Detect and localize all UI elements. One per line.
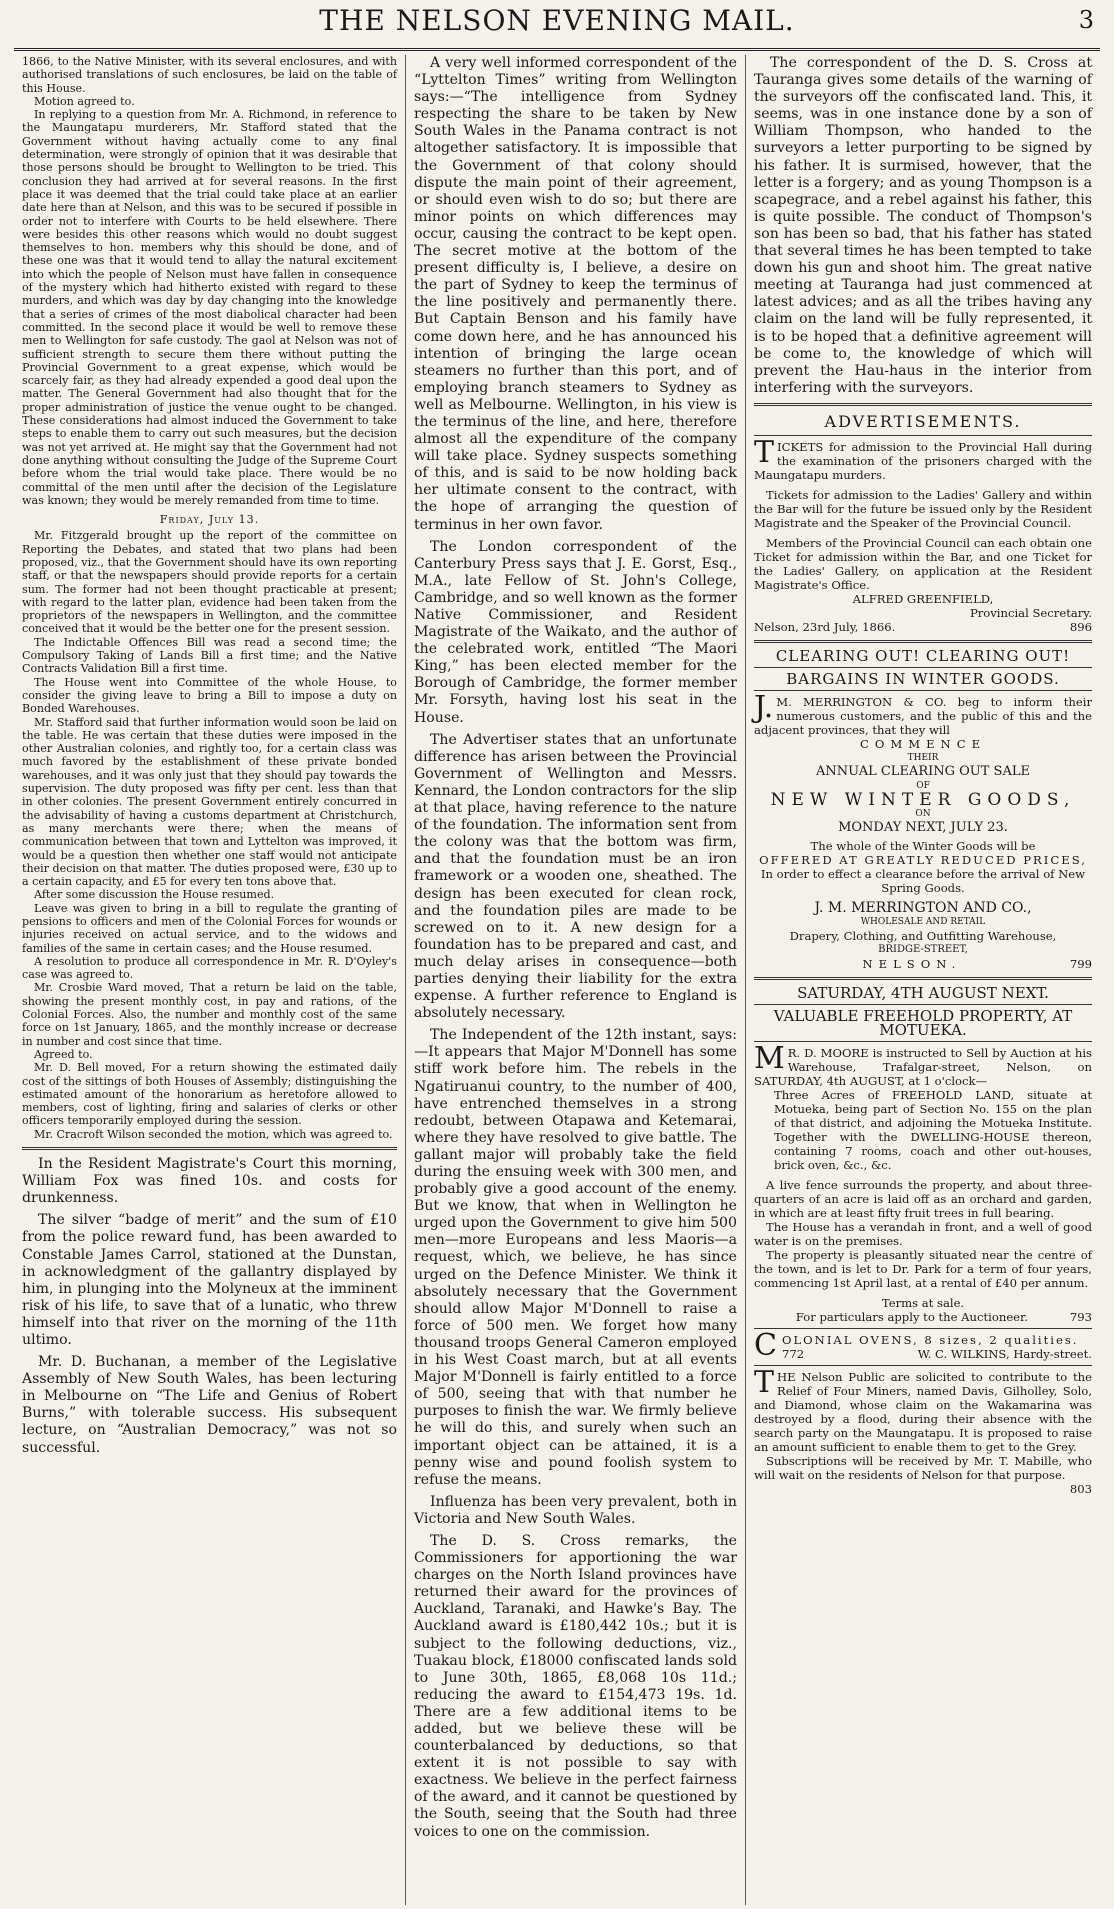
ad-date: Nelson, 23rd July, 1866.: [754, 619, 896, 634]
ad-text: NELSON.: [862, 956, 962, 971]
tauranga-news: [754, 55, 1092, 397]
ad-text: OF: [916, 780, 930, 791]
divider: [754, 1004, 1092, 1005]
ad-role: Provincial Secretary.: [969, 605, 1092, 620]
ad-text: In order to effect a clearance before the arrival of New Spring Goods.: [760, 866, 1086, 895]
divider: [754, 1041, 1092, 1042]
ad-heading: BARGAINS IN WINTER GOODS.: [786, 669, 1060, 688]
masthead: [14, 0, 1100, 51]
paragraph: A resolution to produce all correspondence in Mr. R. D'Oyley's case was agreed to.: [22, 954, 397, 982]
paragraph: The D. S. Cross remarks, the Commissioners for apportioning the war charges on the North Island provinces have returned their award for the provinces of Auckland, Taranaki, and Hawke's Bay. The Auckland award is £180,442 10s.; but it is subject to the following deductions, viz., Tuakau block, £18000 confiscated lands sold to June 30th, 1865, £8,068 10s 11d.; reducing the award to £154,473 19s. 1d. There are a few additional items to be added, but we believe these will be counterbalanced by deductions, so that extent it is not possible to say with exactness. We believe in the perfect fairness of the award, and it cannot be questioned by the South, seeing that the South had three voices to one on the commission.: [414, 1532, 737, 1840]
divider: [754, 403, 1092, 406]
ad-text: For particulars apply to the Auctioneer.: [795, 1309, 1028, 1324]
divider: [754, 667, 1092, 668]
friday-report: [22, 529, 397, 1141]
paragraph: In replying to a question from Mr. A. Richmond, in reference to the Maungatapu murderers, Mr. Stafford stated that the Government without having actually come to any final determination, were strongly of opinion that it was desirable that those persons should be brought to Wellington to be tried. This conclusion they had arrived at for several reasons. In the first place it was deemed that the trial could take place at an earlier date here than at Nelson, and this was to be secured if possible in order not to interfere with Courts to be held elsewhere. There were besides this other reasons which would no doubt suggest themselves to hon. members why this should be done, and of these one was that it would tend to allay the natural excitement into which the people of Nelson must have fallen in consequence of the mystery which had hitherto existed with regard to these murders, and which was day by day changing into the knowledge that a series of crimes of the most diabolical character had been committed. In the second place it would be well to remove these men to Wellington for safe custody. The gaol at Nelson was not of sufficient strength to secure them there without putting the Provincial Government to a great expense, which would be scarcely fair, as they had already expended a good deal upon the matter. The General Government had also thought that for the proper administration of justice the venue ought to be changed. These considerations had almost induced the Government to take steps to enable them to carry out such measures, but the decision was not yet arrived at. He might say that the Government had not done anything without consulting the Judge of the Supreme Court before whom the trial would take place. There would be no committal of the men until after the decision of the Legislature was known; they would be merely remanded from time to time.: [22, 108, 397, 507]
ad-text: W. C. WILKINS, Hardy-street.: [917, 1346, 1092, 1361]
ad-number: 793: [1069, 1309, 1092, 1324]
divider: [754, 977, 1092, 980]
tickets-ad: [754, 434, 1092, 634]
ad-text: WHOLESALE AND RETAIL: [860, 916, 986, 927]
merrington-ad: [754, 646, 1092, 971]
friday-heading: Friday, July 13.: [159, 513, 260, 527]
ad-heading: CLEARING OUT! CLEARING OUT!: [775, 646, 1071, 665]
paragraph: In the Resident Magistrate's Court this morning, William Fox was fined 10s. and costs for drunkenness.: [22, 1156, 397, 1207]
paragraph: Motion agreed to.: [34, 94, 135, 108]
ad-heading: SATURDAY, 4TH AUGUST NEXT.: [797, 983, 1049, 1002]
advertisements-heading: ADVERTISEMENTS.: [824, 411, 1022, 431]
paragraph: The Indictable Offences Bill was read a second time; the Compulsory Taking of Lands Bill a first time; and the Native Contracts Validation Bill a first time.: [22, 635, 397, 676]
paragraph: The correspondent of the D. S. Cross at Tauranga gives some details of the warning of the surveyors off the confiscated land. This, it seems, was in one instance done by a son of William Thompson, who handed to the surveyors a letter purporting to be signed by his father. It is surmised, however, that the letter is a forgery; and as young Thompson is a scapegrace, and a rebel against his father, this is quite possible. The conduct of Thompson's son has been so bad, that his father has stated that several times he has been tempted to take down his gun and shoot him. The great native meeting at Tauranga had just commenced at latest advices; and as all the tribes having any claim on the land will be fully represented, it is to be hoped that a definitive agreement will be come to, the knowledge of which will prevent the Hau-haus in the interior from interfering with the surveyors.: [754, 55, 1092, 396]
paragraph: A very well informed correspondent of the “Lyttelton Times” writing from Wellington says:—“The intelligence from Sydney respecting the share to be taken by New South Wales in the Panama contract is not altogether satisfactory. It is impossible that the Government of that colony should dispute the main point of their agreement, or should even wish to do so; but there are minor points on which differences may occur, causing the contract to be kept open. The secret motive at the bottom of the present difficulty is, I believe, a desire on the part of Sydney to keep the terminus of the line positively and permanently there. But Captain Benson and his family have come down here, and he has announced his intention of bringing the large ocean steamers no further than this port, and of employing branch steamers to Sydney as well as Melbourne. Wellington, in his view is the terminus of the line, and here, therefore almost all the expenditure of the company will take place. Sydney suspects something of this, and is said to be now holding back her ultimate consent to the contract, with the hope of arranging the question of terminus in her own favor.: [414, 55, 737, 533]
newspaper-title: THE NELSON EVENING MAIL.: [319, 4, 795, 37]
ad-text: MONDAY NEXT, JULY 23.: [838, 819, 1008, 835]
page-number: 3: [1078, 6, 1094, 34]
paragraph: After some discussion the House resumed.: [34, 888, 275, 902]
paragraph: The London correspondent of the Canterbury Press says that J. E. Gorst, Esq., M.A., late Fellow of St. John's College, Cambridge, and so well known as the former Native Commissioner, and Resident Magistrate of the Waikato, and the author of the celebrated work, entitled “The Maori King,” has been elected member for the Borough of Cambridge, the former member Mr. Forsyth, having lost his seat in the House.: [414, 538, 737, 726]
column-2: [406, 55, 746, 1905]
paragraph: Mr. D. Buchanan, a member of the Legislative Assembly of New South Wales, has been lecturing in Melbourne on “The Life and Genius of Robert Burns,” with tolerable success. His subsequent lecture, on “Australian Democracy,” was not so successful.: [22, 1354, 397, 1456]
ad-text: The whole of the Winter Goods will be: [810, 838, 1036, 853]
divider: [754, 1328, 1092, 1329]
ad-text: BRIDGE-STREET,: [878, 943, 968, 955]
ad-text: Members of the Provincial Council can each obtain one Ticket for admission within the Bar, and one Ticket for the Ladies' Gallery, on application at the Resident Magistrate's Office.: [754, 535, 1092, 592]
ad-text: ON: [915, 808, 931, 819]
ad-text: THE Nelson Public are solicited to contribute to the Relief of Four Miners, named Davis, Gilholley, Solo, and Diamond, whose claim on the Wakamarina was destroyed by a flood, during their absence with the search party on the Maungatapu. It is proposed to raise an amount sufficient to enable them to get to the Grey.: [754, 1364, 1092, 1454]
ad-text: TICKETS for admission to the Provincial Hall during the examination of the prisoners charged with the Maungatapu murders.: [754, 434, 1092, 482]
ad-text: Tickets for admission to the Ladies' Gallery and within the Bar will for the future be issued only by the Resident Magistrate and the Speaker of the Provincial Council.: [754, 487, 1092, 530]
paragraph: Leave was given to bring in a bill to regulate the granting of pensions to officers and men of the Colonial Forces for wounds or injuries received on actual service, and to the widows and families of the same in certain cases; and the House resumed.: [22, 901, 397, 955]
ad-text: Three Acres of FREEHOLD LAND, situate at Motueka, being part of Section No. 155 on the plan of that district, and adjoining the Motueka Institute. Together with the DWELLING-HOUSE thereon, containing 7 rooms, coach and other out-houses, brick oven, &c., &c.: [774, 1087, 1092, 1172]
ad-text: MR. D. MOORE is instructed to Sell by Auction at his Warehouse, Trafalgar-street, Nelson, on SATURDAY, 4th AUGUST, at 1 o'clock—: [754, 1040, 1092, 1088]
ad-number: 803: [1069, 1481, 1092, 1496]
ad-text: NEW WINTER GOODS,: [770, 789, 1076, 810]
paragraph: The Advertiser states that an unfortunate difference has arisen between the Provincial Government of Wellington and Messrs. Kennard, the London contractors for the slip at that place, having reference to the nature of the foundation. The information sent from the colony was that the bottom was firm, and that the foundation must be an iron framework or a wooden one, sheathed. The design has been executed for clean rock, and the foundation piles are made to be screwed on to it. A new design for a foundation has to be prepared and cast, and much delay arises in consequence—both parties denying their liability for the extra expense. A further reference to England is absolutely necessary.: [414, 731, 737, 1022]
ad-text: J. M. MERRINGTON AND CO.,: [814, 899, 1032, 916]
ad-text: Drapery, Clothing, and Outfitting Warehouse,: [789, 928, 1057, 943]
ovens-ad: [754, 1327, 1092, 1363]
divider: [754, 640, 1092, 643]
paragraph: The House went into Committee of the whole House, to consider the giving leave to bring a Bill to impose a duty on Bonded Warehouses.: [22, 675, 397, 716]
paragraph: Agreed to.: [34, 1047, 93, 1061]
ad-text: OFFERED AT GREATLY REDUCED PRICES,: [759, 852, 1087, 867]
parliament-report: [22, 55, 397, 507]
ad-text: Subscriptions will be received by Mr. T. Mabille, who will wait on the residents of Nelson for that purpose.: [754, 1453, 1092, 1482]
ad-text: THEIR: [907, 752, 939, 763]
ad-heading: VALUABLE FREEHOLD PROPERTY, AT MOTUEKA.: [773, 1006, 1073, 1039]
ad-text: The House has a verandah in front, and a well of good water is on the premises.: [754, 1219, 1092, 1248]
divider: [754, 1365, 1092, 1366]
ad-signature: ALFRED GREENFIELD,: [852, 591, 994, 606]
divider: [22, 1147, 397, 1150]
local-news: [22, 1156, 397, 1457]
ad-text: Terms at sale.: [881, 1295, 965, 1310]
paragraph: Mr. D. Bell moved, For a return showing the estimated daily cost of the sittings of both Houses of Assembly; distinguishing the estimated amount of the honorarium as heretofore allowed to members, cost of lighting, firing and salaries of clerks or other officers temporarily employed during the session.: [22, 1061, 397, 1128]
paragraph: Influenza has been very prevalent, both in Victoria and New South Wales.: [414, 1493, 737, 1527]
relief-ad: [754, 1364, 1092, 1496]
paragraph: Mr. Cracroft Wilson seconded the motion, which was agreed to.: [34, 1127, 393, 1141]
moore-ad: [754, 983, 1092, 1324]
columns: [14, 55, 1100, 1905]
paragraph: Mr. Fitzgerald brought up the report of the committee on Reporting the Debates, and stated that two plans had been proposed, viz., that the Government should have its own reporting staff, or that the newspapers should provide reports for a certain sum. The former had not been thought practicable at present; with regard to the latter plan, evidence had been taken from the proprietors of the newspapers in Wellington, and the committee conceived that it would be the better one for the present session.: [22, 529, 397, 636]
column-1: [14, 55, 406, 1905]
column-3: [746, 55, 1100, 1905]
ad-text: COLONIAL OVENS, 8 sizes, 2 qualities.: [754, 1327, 1079, 1363]
ad-number: 799: [1069, 956, 1092, 971]
ad-text: J.M. MERRINGTON & CO. beg to inform their numerous customers, and the public of this and the adjacent provinces, that they will: [754, 689, 1092, 737]
ad-text: A live fence surrounds the property, and about three-quarters of an acre is laid off as an orchard and garden, in which are at least fifty fruit trees in full bearing.: [754, 1177, 1092, 1220]
ad-number: 896: [1069, 619, 1092, 634]
paragraph: Mr. Crosbie Ward moved, That a return be laid on the table, showing the present monthly cost, in pay and rations, of the Colonial Forces. Also, the number and monthly cost of the same force on 1st January, 1865, and the monthly increase or decrease in number and cost since that time.: [22, 981, 397, 1048]
ad-number: 772: [781, 1346, 805, 1361]
ad-text: COMMENCE: [859, 736, 987, 751]
paragraph: The silver “badge of merit” and the sum of £10 from the police reward fund, has been awarded to Constable James Carrol, stationed at the Dunstan, in acknowledgment of the gallantry displayed by him, in plunging into the Molyneux at the imminent risk of his life, to save that of a lunatic, who threw himself into that river on the morning of the 11th ultimo.: [22, 1212, 397, 1348]
divider: [754, 690, 1092, 691]
ad-text: ANNUAL CLEARING OUT SALE: [816, 763, 1030, 779]
paragraph: 1866, to the Native Minister, with its several enclosures, and with authorised translations of such enclosures, be laid on the table of this House.: [22, 55, 397, 95]
paragraph: Mr. Stafford said that further information would soon be laid on the table. He was certain that these duties were imposed in the other Australian colonies, and rightly too, for a certain class was much favored by the establishment of these private bonded warehouses, and it was only just that they should pay towards the supervision. The duty proposed was fifty per cent. less than that in other colonies. The present Government entirely concurred in the advisability of having a customs department at Christchurch, as many merchants were there; when the means of communication between that town and Lyttelton was improved, it would be a question then whether one staff would not anticipate their decision on that matter. The duties proposed were, £30 up to a certain capacity, and £5 for every ten tons above that.: [22, 715, 397, 889]
paragraph: The Independent of the 12th instant, says:—It appears that Major M'Donnell has some stiff work before him. The rebels in the Ngatiruanui country, to the number of 400, have entrenched themselves in a strong redoubt, between Otapawa and Ketemarai, where they have resolved to give battle. The gallant major will probably take the field during the ensuing week with 300 men, and probably give a good account of the enemy. But we know, that when in Wellington he urged upon the Government to give him 500 men—more Europeans and less Maoris—a request, which, we believe, he has since urged on the Defence Minister. We think it absolutely necessary that the Government should allow Major M'Donnell to raise a force of 500 men. We forget how many thousand troops General Cameron employed in his West Coast march, but at all events Major M'Donnell is fairly entitled to a force of 500, seeing that with that number he purposes to finish the war. We firmly believe he will do this, and surely when such an important object can be attained, it is a penny wise and pound foolish system to refuse the means.: [414, 1027, 737, 1488]
ad-text: The property is pleasantly situated near the centre of the town, and is let to Dr. Park for a term of four years, commencing 1st April last, at a rental of £40 per annum.: [754, 1247, 1092, 1290]
divider: [754, 435, 1092, 436]
